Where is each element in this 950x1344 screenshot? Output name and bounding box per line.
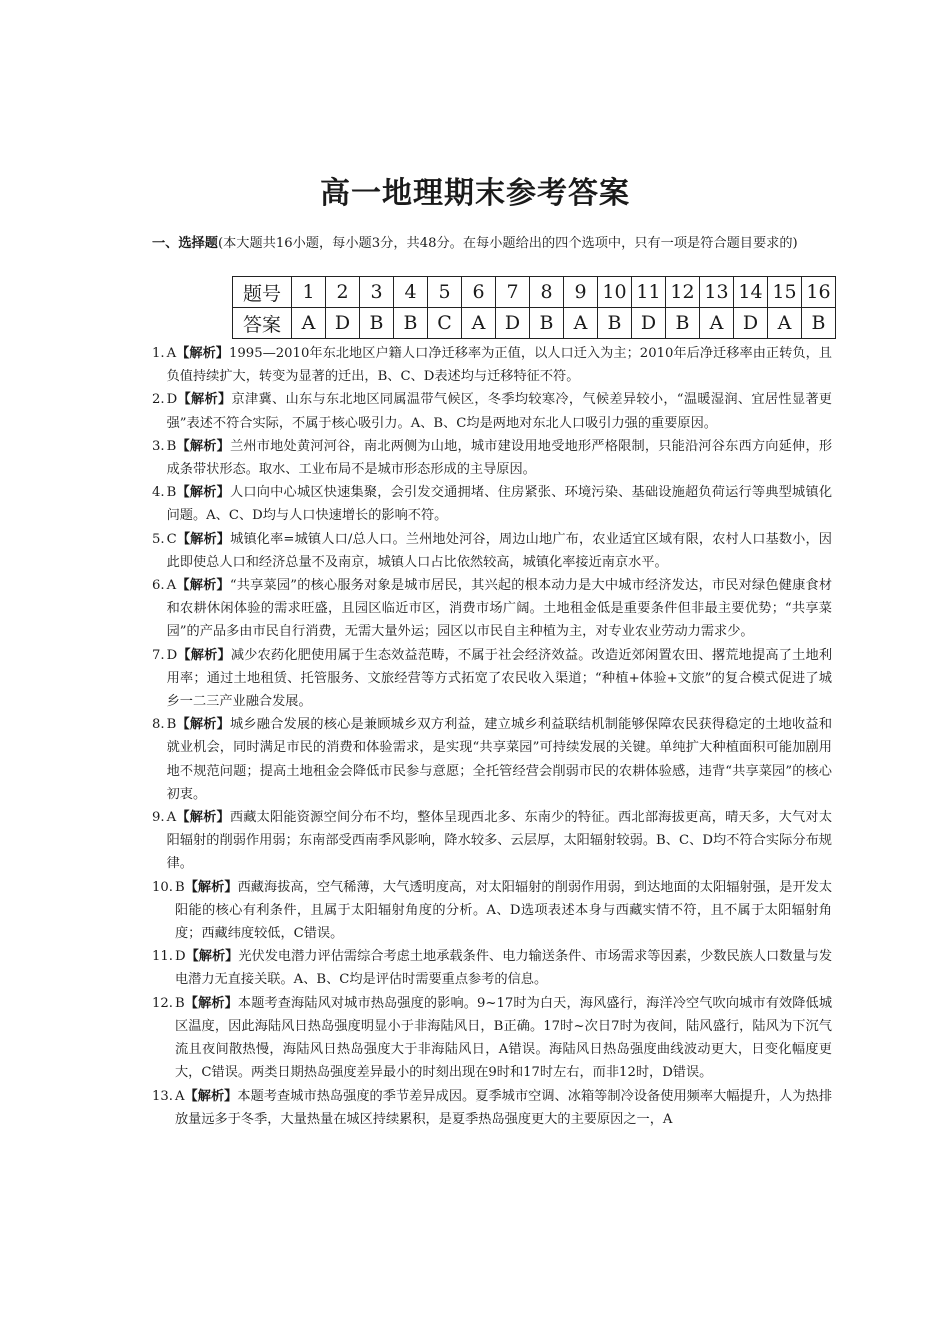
question-number: 4 <box>394 277 428 308</box>
question-number: 15 <box>768 277 802 308</box>
explanation-item <box>152 342 832 388</box>
explanation-body <box>175 876 832 946</box>
explanation-text: 兰州市地处黄河河谷，南北两侧为山地，城市建设用地受地形严格限制，只能沿河谷东西方向延伸，形成条带状形态。取水、工业布局不是城市形态形成的主导原因。 <box>166 438 833 478</box>
explanation-tag: 【解析】 <box>177 392 232 408</box>
explanation-tag: 【解析】 <box>184 995 238 1011</box>
explanation-answer: D <box>166 392 178 408</box>
explanation-text: 减少农药化肥使用属于生态效益范畴，不属于社会经济效益。改造近郊闲置农田、撂荒地提高了土地利用率；通过土地租赁、托管服务、文旅经营等方式拓宽了农民收入渠道；“种植+体验+文旅”的复合模式促进了城乡一二三产业融合发展。 <box>166 647 833 710</box>
explanation-body <box>167 388 832 434</box>
explanation-text: “共享菜园”的核心服务对象是城市居民，其兴起的根本动力是大中城市经济发达，市民对绿色健康食材和农耕休闲体验的需求旺盛，且园区临近市区，消费市场广阔。土地租金低是重要条件但非最主要优势；“共享菜园”的产品多由市民自行消费，无需大量外运；园区以市民自主种植为主，对专业农业劳动力需求少。 <box>166 578 833 640</box>
explanation-body <box>167 644 832 714</box>
explanation-tag: 【解析】 <box>176 531 231 547</box>
explanation-answer: A <box>174 1088 185 1104</box>
explanation-answer: A <box>166 810 177 826</box>
answer-cell: B <box>360 308 394 339</box>
explanation-answer: D <box>174 949 186 965</box>
explanation-body <box>167 342 832 388</box>
explanation-item <box>152 876 832 946</box>
section-intro <box>152 232 832 256</box>
explanation-answer: C <box>166 531 177 547</box>
explanation-answer: B <box>174 879 185 895</box>
question-number: 10 <box>598 277 632 308</box>
explanation-number: 2. <box>152 392 165 408</box>
explanation-number: 3. <box>152 438 165 454</box>
answer-cell: D <box>496 308 530 339</box>
explanation-tag: 【解析】 <box>176 346 230 361</box>
answer-cell: D <box>734 308 768 339</box>
question-number: 12 <box>666 277 700 308</box>
row-label-answer: 答案 <box>233 308 292 339</box>
page-title: 高一地理期末参考答案 <box>320 176 630 211</box>
explanation-answer: B <box>166 485 177 501</box>
explanation-tag: 【解析】 <box>185 949 239 965</box>
section-heading: 一、选择题 <box>152 236 218 251</box>
explanation-body <box>167 574 832 644</box>
explanation-item <box>152 806 832 876</box>
explanation-text: 本题考查城市热岛强度的季节差异成因。夏季城市空调、冰箱等制冷设备使用频率大幅提升，人为热排放量远多于冬季，大量热量在城区持续累积，是夏季热岛强度更大的主要原因之一，A <box>174 1088 833 1127</box>
explanation-number: 1. <box>152 346 165 361</box>
explanation-tag: 【解析】 <box>176 810 230 826</box>
explanation-number: 9. <box>152 810 165 826</box>
section-description: (本大题共16小题，每小题3分，共48分。在每小题给出的四个选项中，只有一项是符合题目要求的) <box>217 236 798 251</box>
answer-cell: B <box>530 308 564 339</box>
explanation-tag: 【解析】 <box>184 879 238 895</box>
explanation-number: 5. <box>152 531 165 547</box>
question-number: 6 <box>462 277 496 308</box>
question-number: 16 <box>802 277 836 308</box>
explanation-text: 京津冀、山东与东北地区同属温带气候区，冬季均较寒冷，气候差异较小，“温暖湿润、宜居性显著更强”表述不符合实际，不属于核心吸引力。A、B、C均是两地对东北人口吸引力强的重要原因。 <box>166 392 832 431</box>
explanation-item <box>152 644 832 714</box>
explanation-answer: D <box>166 647 178 663</box>
answer-cell: D <box>632 308 666 339</box>
question-number: 9 <box>564 277 598 308</box>
answer-table <box>232 276 836 339</box>
explanation-number: 7. <box>152 647 165 663</box>
answer-cell: B <box>802 308 836 339</box>
explanation-item <box>152 713 832 806</box>
question-number: 8 <box>530 277 564 308</box>
question-number: 2 <box>326 277 360 308</box>
explanation-item <box>152 574 832 644</box>
question-number: 3 <box>360 277 394 308</box>
explanation-number: 8. <box>152 717 165 733</box>
answer-cell: A <box>700 308 734 339</box>
explanation-tag: 【解析】 <box>176 578 230 594</box>
explanation-item <box>152 481 832 527</box>
explanation-answer: B <box>166 717 177 733</box>
explanation-tag: 【解析】 <box>177 647 231 663</box>
explanation-item <box>152 435 832 481</box>
question-number: 14 <box>734 277 768 308</box>
explanation-number: 4. <box>152 485 165 501</box>
answer-cell: D <box>326 308 360 339</box>
explanation-list <box>152 342 832 1131</box>
explanation-text: 本题考查海陆风对城市热岛强度的影响。9~17时为白天，海风盛行，海洋冷空气吹向城市有效降低城区温度，因此海陆风日热岛强度明显小于非海陆风日，B正确。17时~次日7时为夜间，陆风盛行，陆风为下沉气流且夜间散热慢，海陆风日热岛强度大于非海陆风日，A错误。海陆风日热岛强度曲线波动更大，日变化幅度更大，C错误。两类日期热岛强度差异最小的时刻出现在9时和17时左右，而非12时，D错误。 <box>174 995 833 1081</box>
explanation-text: 光伏发电潜力评估需综合考虑土地承载条件、电力输送条件、市场需求等因素，少数民族人口数量与发电潜力无直接关联。A、B、C均是评估时需要重点参考的信息。 <box>174 949 833 988</box>
question-number: 13 <box>700 277 734 308</box>
answer-cell: B <box>394 308 428 339</box>
question-number: 7 <box>496 277 530 308</box>
explanation-text: 城乡融合发展的核心是兼顾城乡双方利益，建立城乡利益联结机制能够保障农民获得稳定的土地收益和就业机会，同时满足市民的消费和体验需求，是实现“共享菜园”可持续发展的关键。单纯扩大种植面积可能加剧用地不规范问题；提高土地租金会降低市民参与意愿；全托管经营会削弱市民的农耕体验感，违背“共享菜园”的核心初衷。 <box>166 717 833 802</box>
explanation-body <box>175 945 832 991</box>
explanation-answer: A <box>166 578 177 594</box>
explanation-number: 13. <box>152 1088 173 1104</box>
row-label-number: 题号 <box>233 277 292 308</box>
question-number: 11 <box>632 277 666 308</box>
answer-cell: B <box>666 308 700 339</box>
explanation-body <box>167 528 832 574</box>
answer-cell: B <box>598 308 632 339</box>
explanation-number: 11. <box>152 949 173 965</box>
explanation-body <box>167 435 832 481</box>
explanation-item <box>152 992 832 1085</box>
answer-cell: C <box>428 308 462 339</box>
explanation-body <box>175 1085 832 1131</box>
explanation-number: 10. <box>152 879 173 895</box>
explanation-item <box>152 528 832 574</box>
explanation-item <box>152 388 832 434</box>
answer-cell: A <box>768 308 802 339</box>
question-number: 5 <box>428 277 462 308</box>
explanation-text: 西藏海拔高，空气稀薄，大气透明度高，对太阳辐射的削弱作用弱，到达地面的太阳辐射强，是开发太阳能的核心有利条件，且属于太阳辐射角度的分析。A、D选项表述本身与西藏实情不符，且不属于太阳辐射角度；西藏纬度较低，C错误。 <box>174 879 833 942</box>
explanation-text: 人口向中心城区快速集聚，会引发交通拥堵、住房紧张、环境污染、基础设施超负荷运行等典型城镇化问题。A、C、D均与人口快速增长的影响不符。 <box>166 485 833 524</box>
explanation-tag: 【解析】 <box>184 1088 238 1104</box>
explanation-tag: 【解析】 <box>176 485 231 501</box>
explanation-body <box>167 713 832 806</box>
explanation-body <box>175 992 832 1085</box>
explanation-item <box>152 1085 832 1131</box>
explanation-number: 6. <box>152 578 165 594</box>
explanation-text: 1995—2010年东北地区户籍人口净迁移率为正值，以人口迁入为主；2010年后净迁移率由正转负，且负值持续扩大，转变为显著的迁出，B、C、D表述均与迁移特征不符。 <box>166 346 832 385</box>
answer-table-number-row <box>233 277 836 308</box>
explanation-tag: 【解析】 <box>176 717 231 733</box>
explanation-answer: B <box>174 995 185 1011</box>
explanation-answer: B <box>166 438 177 454</box>
answer-table-answer-row <box>233 308 836 339</box>
answer-cell: A <box>564 308 598 339</box>
explanation-tag: 【解析】 <box>176 438 231 454</box>
explanation-body <box>167 481 832 527</box>
explanation-answer: A <box>166 346 177 361</box>
answer-cell: A <box>292 308 326 339</box>
answer-cell: A <box>462 308 496 339</box>
explanation-body <box>167 806 832 876</box>
explanation-number: 12. <box>152 995 173 1011</box>
question-number: 1 <box>292 277 326 308</box>
explanation-item <box>152 945 832 991</box>
explanation-text: 西藏太阳能资源空间分布不均，整体呈现西北多、东南少的特征。西北部海拔更高，晴天多，大气对太阳辐射的削弱作用弱；东南部受西南季风影响，降水较多、云层厚，太阳辐射较弱。B、C、D均不符合实际分布规律。 <box>166 810 833 872</box>
explanation-text: 城镇化率=城镇人口/总人口。兰州地处河谷，周边山地广布，农业适宜区域有限，农村人口基数小，因此即使总人口和经济总量不及南京，城镇人口占比依然较高，城镇化率接近南京水平。 <box>166 531 832 570</box>
